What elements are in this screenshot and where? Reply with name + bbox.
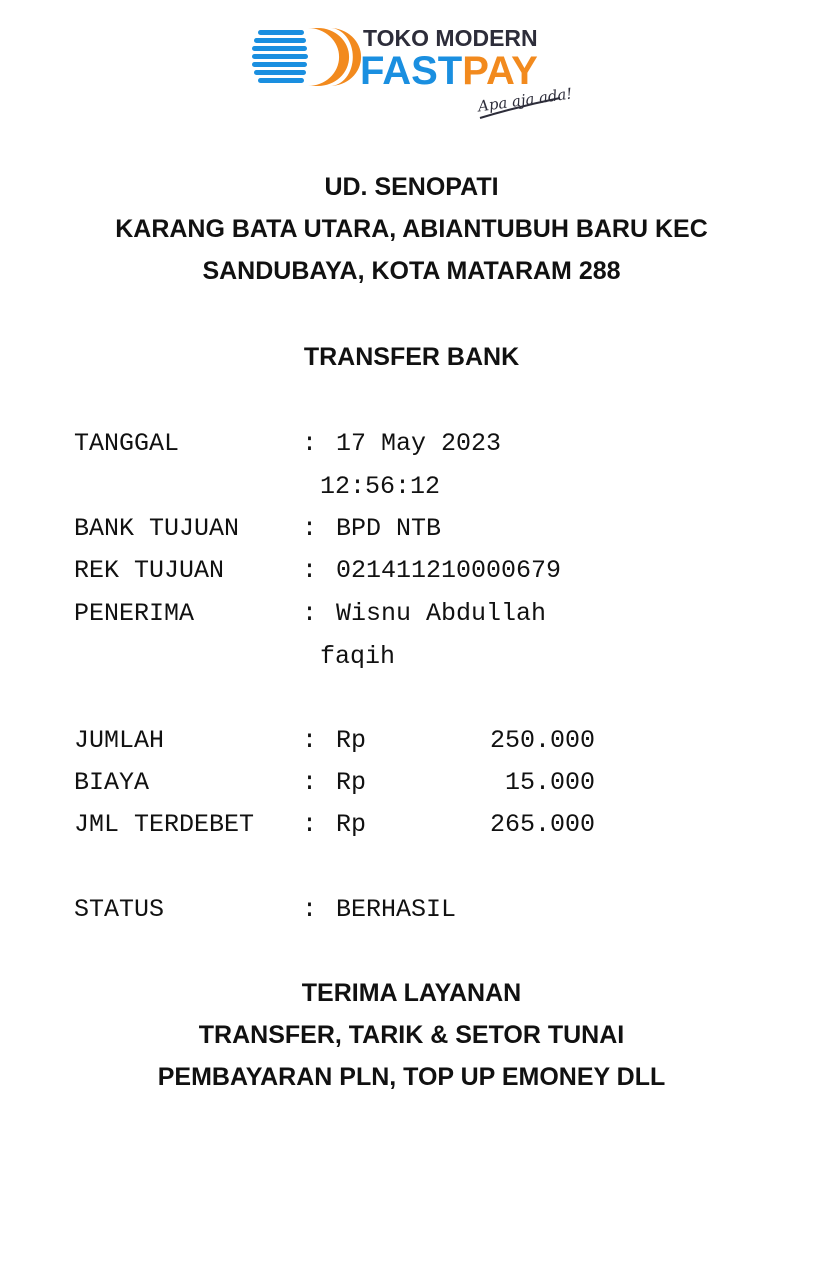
- separator: :: [302, 768, 318, 797]
- tanggal-time: 12:56:12: [320, 472, 441, 501]
- bank-tujuan-label: BANK TUJUAN: [74, 514, 240, 543]
- footer-line3: PEMBAYARAN PLN, TOP UP EMONEY DLL: [157, 1063, 666, 1091]
- currency: Rp: [336, 810, 367, 839]
- status-label: STATUS: [74, 895, 165, 924]
- fastpay-logo: [248, 18, 578, 130]
- tanggal-date: 17 May 2023: [336, 429, 502, 458]
- jml-terdebet-value: 265.000: [489, 810, 595, 839]
- separator: :: [302, 556, 318, 585]
- separator: :: [302, 429, 318, 458]
- separator: :: [302, 726, 318, 755]
- separator: :: [302, 599, 318, 628]
- penerima-value-line1: Wisnu Abdullah: [336, 599, 547, 628]
- biaya-value: 15.000: [504, 768, 595, 797]
- bank-tujuan-value: BPD NTB: [336, 514, 442, 543]
- currency: Rp: [336, 768, 367, 797]
- jumlah-label: JUMLAH: [74, 726, 165, 755]
- footer-line2: TRANSFER, TARIK & SETOR TUNAI: [198, 1021, 625, 1049]
- penerima-label: PENERIMA: [74, 599, 195, 628]
- footer-line1: TERIMA LAYANAN: [301, 979, 522, 1007]
- svg-text:Apa aja ada!: Apa aja ada!: [476, 84, 574, 116]
- receipt-footer: [0, 972, 823, 1098]
- store-address-line2: SANDUBAYA, KOTA MATARAM 288: [202, 257, 621, 285]
- separator: :: [302, 895, 318, 924]
- separator: :: [302, 810, 318, 839]
- jumlah-value: 250.000: [489, 726, 595, 755]
- logo-fastpay-text: FASTPAY: [360, 49, 538, 93]
- status-value: BERHASIL: [336, 895, 457, 924]
- rek-tujuan-value: 021411210000679: [336, 556, 562, 585]
- biaya-label: BIAYA: [74, 768, 150, 797]
- separator: :: [302, 514, 318, 543]
- receipt-title: TRANSFER BANK: [303, 343, 520, 371]
- tanggal-label: TANGGAL: [74, 429, 180, 458]
- store-address-line1: KARANG BATA UTARA, ABIANTUBUH BARU KEC: [115, 215, 708, 243]
- store-header: [0, 166, 823, 292]
- svg-text:TOKO MODERN: TOKO MODERN: [363, 25, 538, 51]
- rek-tujuan-label: REK TUJUAN: [74, 556, 225, 585]
- currency: Rp: [336, 726, 367, 755]
- blue-swoosh-icon: [252, 30, 308, 83]
- jml-terdebet-label: JML TERDEBET: [74, 810, 255, 839]
- fastpay-logo-mark: [248, 18, 578, 130]
- store-name: UD. SENOPATI: [324, 173, 499, 201]
- penerima-value-line2: faqih: [320, 642, 396, 671]
